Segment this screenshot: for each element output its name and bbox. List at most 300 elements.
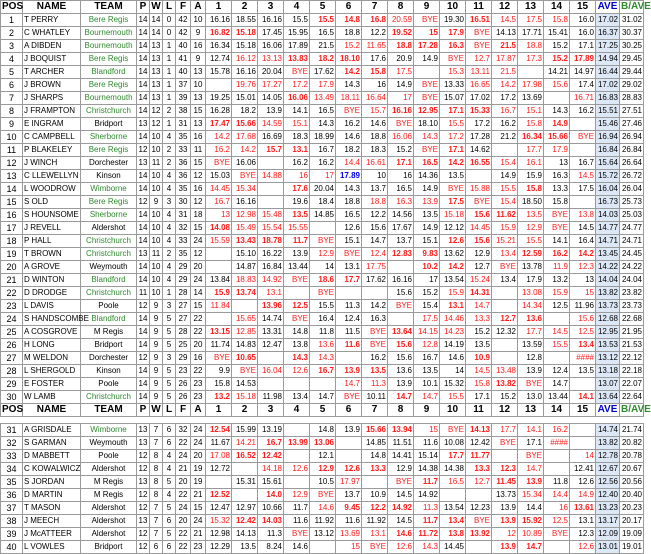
round-score-cell (440, 489, 466, 502)
played-cell: 12 (137, 528, 150, 541)
round-score-cell: 13.9 (518, 476, 544, 489)
team-cell: Bere Regis (81, 79, 137, 92)
bonus-average-cell: 20.78 (620, 450, 644, 463)
column-header: 14 (544, 404, 570, 417)
round-score-cell: 18.99 (310, 131, 336, 144)
round-score-cell: BYE (362, 339, 388, 352)
team-cell: Poole (81, 450, 137, 463)
round-score-cell: 14.5 (570, 170, 596, 183)
average-cell: 15.46 (596, 118, 620, 131)
round-score-cell: 11.7 (284, 502, 310, 515)
round-score-cell: 17.5 (518, 14, 544, 27)
played-cell: 14 (137, 235, 150, 248)
played-cell: 14 (137, 66, 150, 79)
player-name-cell: S HANDSCOMBE (23, 313, 81, 326)
round-score-cell: 15.2 (544, 40, 570, 53)
lost-cell: 5 (163, 391, 176, 404)
round-score-cell: 12.42 (258, 450, 284, 463)
round-score-cell: 16.06 (388, 131, 414, 144)
round-score-cell: 14.2 (232, 144, 258, 157)
round-score-cell: 17.89 (336, 170, 362, 183)
played-cell: 14 (137, 14, 150, 27)
round-score-cell: 13.9 (258, 105, 284, 118)
bonus-average-cell: 20.67 (620, 463, 644, 476)
round-score-cell: 12.6 (284, 365, 310, 378)
round-score-cell: 15.4 (492, 196, 518, 209)
for-cell: 20 (176, 515, 191, 528)
round-score-cell: 11.98 (258, 391, 284, 404)
round-score-cell: 13.2 (206, 391, 232, 404)
player-name-cell: S HOUNSOME (23, 209, 81, 222)
round-score-cell: 13.19 (258, 424, 284, 437)
round-score-cell (258, 378, 284, 391)
round-score-cell: BYE (284, 313, 310, 326)
round-score-cell (362, 287, 388, 300)
for-cell: 32 (176, 424, 191, 437)
for-cell: 42 (176, 14, 191, 27)
round-score-cell: 12.5 (284, 300, 310, 313)
round-score-cell: 13.8 (284, 339, 310, 352)
round-score-cell: 17.62 (362, 274, 388, 287)
round-score-cell: 15.34 (518, 489, 544, 502)
bonus-average-cell: 27.51 (620, 105, 644, 118)
round-score-cell: 18.11 (336, 92, 362, 105)
round-score-cell (492, 144, 518, 157)
round-score-cell: 17.1 (388, 157, 414, 170)
round-score-cell: 13.5 (466, 339, 492, 352)
position-cell: 6 (1, 79, 23, 92)
round-score-cell: 14.9 (492, 170, 518, 183)
lost-cell: 1 (163, 118, 176, 131)
round-score-cell (544, 541, 570, 554)
round-score-cell: 15.2 (466, 326, 492, 339)
round-score-cell: 16.7 (414, 352, 440, 365)
lost-cell: 1 (163, 79, 176, 92)
round-score-cell: 15.5 (440, 391, 466, 404)
round-score-cell: BYE (310, 287, 336, 300)
won-cell: 7 (150, 502, 163, 515)
average-cell: 15.64 (596, 157, 620, 170)
round-score-cell: 15.6 (362, 222, 388, 235)
round-score-cell: 12.7 (466, 261, 492, 274)
round-score-cell: 16.5 (388, 183, 414, 196)
round-score-cell: 15.1 (336, 235, 362, 248)
round-score-cell: 11.3 (258, 528, 284, 541)
round-score-cell: 11.3 (414, 502, 440, 515)
gap-cell (388, 417, 414, 424)
for-cell: 39 (176, 92, 191, 105)
average-cell: 13.64 (596, 391, 620, 404)
player-name-cell: L WOODROW (23, 183, 81, 196)
round-score-cell: 14.88 (258, 170, 284, 183)
round-score-cell: 15.6 (466, 209, 492, 222)
round-score-cell: 15.95 (284, 27, 310, 40)
round-score-cell: 15.34 (232, 183, 258, 196)
round-score-cell: 14.1 (518, 424, 544, 437)
played-cell: 14 (137, 209, 150, 222)
round-score-cell: 11.96 (570, 300, 596, 313)
round-score-cell: 14.4 (518, 502, 544, 515)
lost-cell: 2 (163, 144, 176, 157)
round-score-cell: 13.9 (336, 365, 362, 378)
round-score-cell: 15.3 (440, 66, 466, 79)
round-score-cell: 14.85 (362, 437, 388, 450)
column-header: B/AVE (621, 404, 651, 415)
column-header: 6 (336, 404, 362, 417)
round-score-cell: 11.6 (284, 515, 310, 528)
column-header: 3 (258, 1, 284, 14)
lost-cell: 5 (163, 476, 176, 489)
player-name-cell: C WHATLEY (23, 27, 81, 40)
position-cell: 26 (1, 339, 23, 352)
round-score-cell: 14.13 (492, 27, 518, 40)
round-score-cell: 16.28 (206, 105, 232, 118)
round-score-cell: 12.42 (466, 437, 492, 450)
round-score-cell: 16.2 (492, 118, 518, 131)
table-row (1, 209, 644, 222)
average-cell: 12.56 (596, 476, 620, 489)
won-cell: 8 (150, 476, 163, 489)
average-cell: 13.01 (596, 541, 620, 554)
round-score-cell: 14.46 (440, 313, 466, 326)
table-row (1, 53, 644, 66)
average-cell: 14.74 (596, 424, 620, 437)
round-score-cell: 14.8 (362, 450, 388, 463)
table-row (1, 339, 644, 352)
round-score-cell: 11.65 (362, 40, 388, 53)
table-row (1, 476, 644, 489)
round-score-cell: 18.10 (336, 53, 362, 66)
position-cell: 3 (1, 40, 23, 53)
player-name-cell: A COSGROVE (23, 326, 81, 339)
lost-cell: 6 (163, 515, 176, 528)
round-score-cell: 13.5 (414, 209, 440, 222)
played-cell: 14 (137, 105, 150, 118)
average-cell: 17.25 (596, 40, 620, 53)
round-score-cell: 16.04 (258, 365, 284, 378)
played-cell: 14 (137, 391, 150, 404)
column-header: 11 (466, 404, 492, 417)
lost-cell: 3 (163, 300, 176, 313)
round-score-cell: 15.99 (232, 424, 258, 437)
round-score-cell: 17.6 (362, 53, 388, 66)
round-score-cell: 14.15 (414, 326, 440, 339)
round-score-cell: 16.2 (284, 157, 310, 170)
round-score-cell: 16.5 (310, 105, 336, 118)
played-cell: 13 (137, 515, 150, 528)
round-score-cell: 14.8 (284, 326, 310, 339)
round-score-cell: 13.1 (440, 300, 466, 313)
round-score-cell (206, 79, 232, 92)
team-cell: Blandford (81, 313, 137, 326)
bonus-average-cell: 19.09 (620, 528, 644, 541)
lost-cell: 4 (163, 170, 176, 183)
position-cell: 33 (1, 450, 23, 463)
round-score-cell: BYE (570, 131, 596, 144)
round-score-cell: 11.92 (362, 515, 388, 528)
round-score-cell: BYE (466, 515, 492, 528)
round-score-cell: 13.4 (570, 339, 596, 352)
for-cell: 29 (176, 352, 191, 365)
round-score-cell (388, 313, 414, 326)
round-score-cell: 15.61 (258, 476, 284, 489)
table-row (1, 14, 644, 27)
played-cell: 12 (137, 352, 150, 365)
round-score-cell: 15.2 (414, 287, 440, 300)
table-row (1, 313, 644, 326)
round-score-cell: 11.8 (544, 476, 570, 489)
round-score-cell: 17.08 (206, 450, 232, 463)
round-score-cell (544, 463, 570, 476)
round-score-cell: 12.97 (232, 502, 258, 515)
column-header: 5 (310, 1, 336, 14)
round-score-cell: 13.5 (232, 541, 258, 554)
won-cell: 8 (150, 463, 163, 476)
round-score-cell: 14.7 (388, 391, 414, 404)
round-score-cell: 13.9 (388, 378, 414, 391)
round-score-cell: 9.45 (336, 502, 362, 515)
table-row (1, 326, 644, 339)
lost-cell: 0 (163, 27, 176, 40)
column-header: W (151, 1, 161, 12)
round-score-cell: 15.48 (258, 209, 284, 222)
round-score-cell: 14.6 (440, 352, 466, 365)
team-cell: M Regis (81, 326, 137, 339)
won-cell: 7 (150, 515, 163, 528)
round-score-cell: 13.8 (440, 528, 466, 541)
average-cell: 16.84 (596, 144, 620, 157)
round-score-cell: BYE (440, 183, 466, 196)
played-cell: 14 (137, 183, 150, 196)
round-score-cell: 14.87 (232, 261, 258, 274)
round-score-cell: 17.97 (336, 476, 362, 489)
lost-cell: 4 (163, 261, 176, 274)
player-name-cell: L SHERGOLD (23, 365, 81, 378)
round-score-cell: 16.64 (362, 92, 388, 105)
round-score-cell (570, 378, 596, 391)
bonus-average-cell: 29.02 (620, 79, 644, 92)
round-score-cell: 15.9 (492, 222, 518, 235)
team-cell: Bournemouth (81, 40, 137, 53)
gap-cell (440, 417, 466, 424)
round-score-cell: 14.5 (388, 515, 414, 528)
round-score-cell: 13.83 (284, 53, 310, 66)
round-score-cell: 15.5 (518, 235, 544, 248)
round-score-cell: 15.5 (310, 300, 336, 313)
played-cell: 14 (137, 326, 150, 339)
round-score-cell: 14.9 (414, 53, 440, 66)
lost-cell: 4 (163, 489, 176, 502)
player-name-cell: P HALL (23, 235, 81, 248)
round-score-cell: 14.13 (232, 528, 258, 541)
round-score-cell: 12.5 (570, 326, 596, 339)
round-score-cell: 17.7 (336, 274, 362, 287)
won-cell: 10 (150, 209, 163, 222)
round-score-cell: 13.5 (518, 209, 544, 222)
round-score-cell: 15.5 (284, 14, 310, 27)
round-score-cell: 14.2 (492, 79, 518, 92)
won-cell: 11 (150, 248, 163, 261)
round-score-cell: 12.85 (232, 326, 258, 339)
round-score-cell: BYE (232, 365, 258, 378)
player-name-cell: J McATTEER (23, 528, 81, 541)
round-score-cell: 14.1 (544, 235, 570, 248)
round-score-cell: 17.47 (206, 118, 232, 131)
average-cell: 16.37 (596, 27, 620, 40)
round-score-cell: 12.1 (310, 450, 336, 463)
gap-cell (176, 417, 191, 424)
average-cell: 13.82 (596, 437, 620, 450)
won-cell: 9 (150, 300, 163, 313)
bonus-average-cell: 20.23 (620, 502, 644, 515)
round-score-cell: 14.45 (466, 222, 492, 235)
table-row (1, 183, 644, 196)
played-cell: 14 (137, 79, 150, 92)
round-score-cell: 18.8 (336, 27, 362, 40)
lost-cell: 2 (163, 157, 176, 170)
round-score-cell: 13.82 (492, 378, 518, 391)
round-score-cell (492, 450, 518, 463)
won-cell: 10 (150, 261, 163, 274)
average-cell: 14.04 (596, 274, 620, 287)
round-score-cell: 14.3 (336, 79, 362, 92)
against-cell: 16 (191, 40, 206, 53)
round-score-cell: 13.3 (466, 463, 492, 476)
column-header: 7 (362, 404, 388, 417)
table-row (1, 274, 644, 287)
round-score-cell: 11.84 (206, 300, 232, 313)
round-score-cell: #### (570, 352, 596, 365)
played-cell: 12 (137, 196, 150, 209)
round-score-cell: 14.7 (362, 235, 388, 248)
round-score-cell: 13.1 (570, 515, 596, 528)
against-cell: 21 (191, 528, 206, 541)
lost-cell: 4 (163, 463, 176, 476)
round-score-cell: 15.55 (284, 222, 310, 235)
round-score-cell: 14.3 (414, 541, 440, 554)
round-score-cell: 13.1 (258, 287, 284, 300)
lost-cell: 4 (163, 235, 176, 248)
column-header: NAME (23, 1, 81, 14)
played-cell: 14 (137, 261, 150, 274)
round-score-cell: 13.6 (518, 313, 544, 326)
bonus-average-cell: 20.17 (620, 515, 644, 528)
column-header: 12 (492, 1, 518, 14)
round-score-cell: 12.4 (336, 313, 362, 326)
for-cell: 22 (176, 437, 191, 450)
player-name-cell: C KOWALWICZ (23, 463, 81, 476)
played-cell: 12 (137, 541, 150, 554)
round-score-cell: 13.5 (440, 170, 466, 183)
position-cell: 38 (1, 515, 23, 528)
round-score-cell: 15.8 (518, 183, 544, 196)
average-cell: 12.67 (596, 463, 620, 476)
round-score-cell (258, 183, 284, 196)
round-score-cell: 15.88 (466, 183, 492, 196)
round-score-cell: 17.89 (284, 40, 310, 53)
round-score-cell: 12.2 (362, 27, 388, 40)
round-score-cell: 15.33 (466, 105, 492, 118)
round-score-cell (544, 352, 570, 365)
round-score-cell: 17.27 (258, 79, 284, 92)
round-score-cell: 14.9 (544, 118, 570, 131)
round-score-cell: 16.7 (310, 365, 336, 378)
average-cell: 13.12 (596, 352, 620, 365)
position-cell: 8 (1, 105, 23, 118)
round-score-cell: 12.59 (518, 248, 544, 261)
team-cell: Blandford (81, 66, 137, 79)
gap-cell (163, 417, 176, 424)
played-cell: 12 (137, 300, 150, 313)
against-cell: 19 (191, 463, 206, 476)
position-cell: 27 (1, 352, 23, 365)
round-score-cell: 13 (570, 274, 596, 287)
round-score-cell: 10.9 (362, 489, 388, 502)
gap-cell (23, 417, 81, 424)
bonus-average-cell: 22.18 (620, 365, 644, 378)
lost-cell: 6 (163, 437, 176, 450)
round-score-cell: 17.98 (518, 79, 544, 92)
round-score-cell (206, 476, 232, 489)
for-cell: 33 (176, 235, 191, 248)
won-cell: 6 (150, 541, 163, 554)
round-score-cell: 13.9 (492, 541, 518, 554)
round-score-cell: 21.2 (492, 131, 518, 144)
bonus-average-cell: 22.68 (620, 313, 644, 326)
round-score-cell: BYE (310, 235, 336, 248)
player-name-cell: D WINTON (23, 274, 81, 287)
round-score-cell (492, 287, 518, 300)
against-cell: 24 (191, 515, 206, 528)
round-score-cell: 16.5 (440, 476, 466, 489)
average-cell: 16.83 (596, 92, 620, 105)
player-name-cell: S GARMAN (23, 437, 81, 450)
played-cell: 14 (137, 313, 150, 326)
bonus-average-cell: 26.94 (620, 131, 644, 144)
round-score-cell: 14.7 (466, 300, 492, 313)
player-name-cell: T PERRY (23, 14, 81, 27)
player-name-cell: C CAMPBELL (23, 131, 81, 144)
round-score-cell: 14.4 (336, 157, 362, 170)
bonus-average-cell: 20.56 (620, 476, 644, 489)
round-score-cell: 13.5 (414, 365, 440, 378)
round-score-cell: 16.2 (544, 424, 570, 437)
round-score-cell: 15.92 (518, 515, 544, 528)
position-cell: 21 (1, 274, 23, 287)
round-score-cell: 12.42 (232, 515, 258, 528)
round-score-cell: 14.45 (440, 541, 466, 554)
round-score-cell: 14.6 (388, 528, 414, 541)
round-score-cell: 13.9 (492, 502, 518, 515)
bonus-average-cell: 26.72 (620, 170, 644, 183)
player-name-cell: J BOQUIST (23, 53, 81, 66)
round-score-cell: BYE (544, 209, 570, 222)
round-score-cell (336, 450, 362, 463)
won-cell: 10 (150, 144, 163, 157)
round-score-cell: 17.87 (492, 53, 518, 66)
round-score-cell: 13.64 (388, 326, 414, 339)
round-score-cell: 10.9 (466, 352, 492, 365)
round-score-cell: 8.24 (258, 541, 284, 554)
round-score-cell: 16.34 (518, 131, 544, 144)
round-score-cell: 13.7 (336, 489, 362, 502)
round-score-cell: 12.9 (310, 463, 336, 476)
round-score-cell: 12.8 (414, 339, 440, 352)
round-score-cell: 13.2 (544, 274, 570, 287)
section-gap (1, 417, 644, 424)
team-cell: Weymouth (81, 437, 137, 450)
against-cell: 15 (191, 502, 206, 515)
